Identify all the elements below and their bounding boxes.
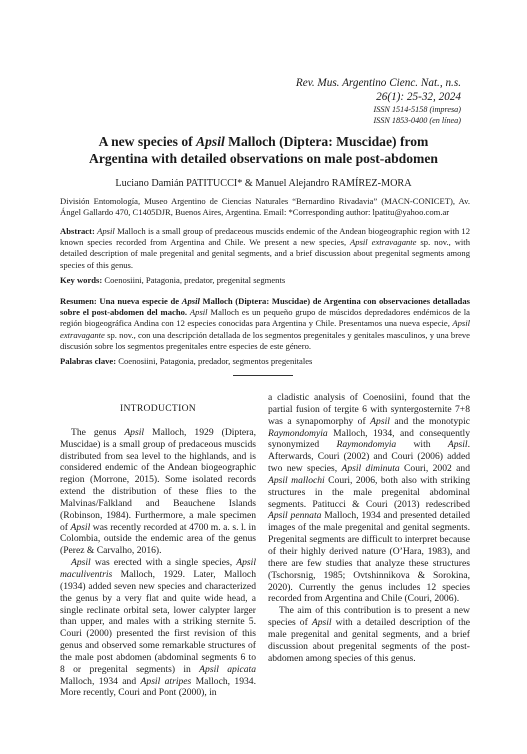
keywords-text: Coenosiini, Patagonia, predator, pregenital segments — [102, 275, 286, 285]
p3-text-c: Malloch, 1934, and consequently synonymized — [268, 427, 470, 451]
p4-genus-1: Apsil — [311, 617, 332, 629]
title-part1: A new species of — [98, 134, 197, 149]
p3-genus-3: Raymondomyia — [336, 439, 397, 451]
title-line2: Argentina with detailed observations on male post-abdomen — [89, 151, 438, 166]
journal-volume: 26(1): 25-32, 2024 — [376, 91, 461, 103]
p1-text-a: The genus — [71, 426, 125, 438]
p3-genus-1: Apsil — [370, 415, 390, 427]
p3-text-g: Couri, 2006, both also with striking structures in the male pregenital abdominal segments. Patitucci & Couri (2013) redescribed — [268, 474, 471, 510]
abstract-genus: Apsil — [97, 226, 115, 236]
keywords-label: Key words: — [60, 275, 103, 285]
p3-species-2: Apsil mallochi — [268, 474, 325, 486]
paragraph-2 — [60, 557, 256, 699]
p3-text-f: Couri, 2002 and — [399, 463, 470, 475]
journal-citation — [296, 76, 461, 126]
p3-species-1: Apsil diminuta — [341, 463, 400, 475]
article-title — [60, 133, 467, 167]
p1-genus-2: Apsil — [70, 521, 91, 533]
p3-text-e: . Afterwards, Couri (2002) and Couri (2006) added two new species, — [268, 439, 470, 475]
p1-text-c: was recently recorded at 4700 m. a. s. l. in Colombia, outside the endemic area of the genus (Perez & Carvalho, 2016). — [60, 521, 257, 557]
section-divider — [233, 375, 293, 376]
resumen-title-a: Resumen: Una nueva especie de — [60, 296, 182, 306]
authors: Luciano Damián PATITUCCI* & Manuel Alejandro RAMÍREZ-MORA — [115, 178, 412, 189]
abstract-label: Abstract: — [60, 226, 95, 236]
p3-text-d: with — [396, 439, 448, 451]
resumen-genus: Apsil — [189, 307, 208, 318]
resumen-text-1: Malloch es un pequeño grupo de múscidos depredadores endémicos de la región biogeográfica Andina con 12 especies conocidas para Argentina y Chile. Presentamos una nueva especie, — [60, 307, 470, 329]
p2-genus-1: Apsil — [71, 557, 91, 569]
resumen-species: Apsil extravagante — [60, 318, 470, 340]
p3-genus-4: Apsil — [447, 439, 468, 451]
keywords — [60, 275, 470, 286]
p2-species-2: Apsil apicata — [199, 663, 257, 675]
p2-species-3: Apsil atripes — [140, 675, 192, 687]
body-column-left — [60, 403, 256, 699]
p4-text-b: with a detailed description of the male pregenital and genital segments, and a brief discussion about pregenital segments of the post-abdomen among species of this genus. — [268, 617, 470, 664]
resumen-text-2: sp. nov., con una descripción detallada de los segmentos pregenitales y genitales masculinos, y una breve discusión sobre los segmentos pregenitales entre especies de este género. — [60, 329, 470, 351]
abstract-text-2: sp. nov., with detailed description of male pregenital and genital segments, and a brief discussion about pregenital segments among species of this genus. — [60, 237, 470, 270]
resumen — [60, 296, 470, 352]
resumen-title-b: Malloch (Diptera: Muscidae) de Argentina con observaciones detalladas sobre el post-abdomen del macho. — [60, 296, 470, 318]
palabras-clave — [60, 356, 470, 367]
section-heading: INTRODUCTION — [119, 403, 197, 414]
abstract-text-1: Malloch is a small group of predaceous muscids endemic of the Andean biogeographic region with 12 known species recorded from Argentina and Chile. We present a new species, — [60, 226, 470, 248]
body-column-right — [268, 392, 470, 664]
p4-text-a: The aim of this contribution is to present a new species of — [268, 605, 470, 629]
title-part2: Malloch (Diptera: Muscidae) from — [224, 134, 429, 149]
p2-species-1: Apsil maculiventris — [60, 557, 256, 580]
p2-text-b: Malloch, 1929. Later, Malloch (1934) added seven new species and characterized the genus by a very flat and quite wide head, a single reclinate orbital seta, lower calypter larger than upper, and males with a striking sternite 5. Couri (2000) presented the first revision of this genus and observed some remarkable structures of the male post abdomen (abdominal segments 6 to 8 or pregenital segments) in — [60, 568, 256, 675]
p2-text-d: Malloch, 1934. More recently, Couri and Pont (2000), in — [60, 675, 256, 699]
p1-text-b: Malloch, 1929 (Diptera, Muscidae) is a small group of predaceous muscids distributed from sea level to the highlands, and is considered endemic of the Andean biogeographic region (Morrone, 2015). Some isolated records extend the distribution of these flies to the Malvinas/Falkland and Beauchene Islands (Robinson, 1984). Furthermore, a male specimen of — [60, 426, 256, 533]
title-genus: Apsil — [196, 134, 225, 149]
p2-text-a: was erected with a single species, — [90, 557, 237, 569]
affiliation: División Entomología, Museo Argentino de Ciencias Naturales “Bernardino Rivadavia” (MACN-CONICET), Av. Ángel Gallardo 470, C1405DJR, Buenos Aires, Argentina. Email: *Corresponding author: lpatitu@yahoo.com.ar — [60, 196, 470, 218]
paragraph-1 — [60, 427, 256, 557]
p3-text-b: and the monotypic — [389, 415, 470, 427]
p1-genus-1: Apsil — [124, 426, 145, 438]
palabras-label: Palabras clave: — [60, 356, 117, 366]
p3-text-h: Malloch, 1934 and presented detailed images of the male pregenital and genital segments. Pregenital segments are difficult to interpret because of their highly derived nature (O’Hara, 1983), and there are few studies that analyze these structures (Tschorsnig, 1985; Ovtshinnikova & Sorokina, 2020). Currently the genus includes 12 species recorded from Argentina and Chile (Couri, 2006). — [268, 510, 470, 605]
issn-online: ISSN 1853-0400 (en línea) — [373, 116, 461, 125]
paragraph-4 — [268, 605, 470, 664]
abstract-species: Apsil extravagante — [350, 237, 417, 248]
p3-genus-2: Raymondomyia — [268, 427, 328, 439]
journal-name: Rev. Mus. Argentino Cienc. Nat., n.s. — [295, 77, 461, 89]
abstract — [60, 226, 470, 271]
paragraph-3 — [268, 392, 470, 605]
p3-text-a: a cladistic analysis of Coenosiini, found that the partial fusion of tergite 6 with syntergosternite 7+8 was a synapomorphy of — [268, 392, 470, 427]
p3-species-3: Apsil pennata — [268, 510, 322, 522]
palabras-text: Coenosiini, Patagonia, predador, segmentos pregenitales — [116, 356, 313, 366]
p2-text-c: Malloch, 1934 and — [60, 675, 141, 687]
resumen-title-genus: Apsil — [181, 296, 200, 306]
issn-print: ISSN 1514-5158 (impresa) — [373, 105, 461, 114]
